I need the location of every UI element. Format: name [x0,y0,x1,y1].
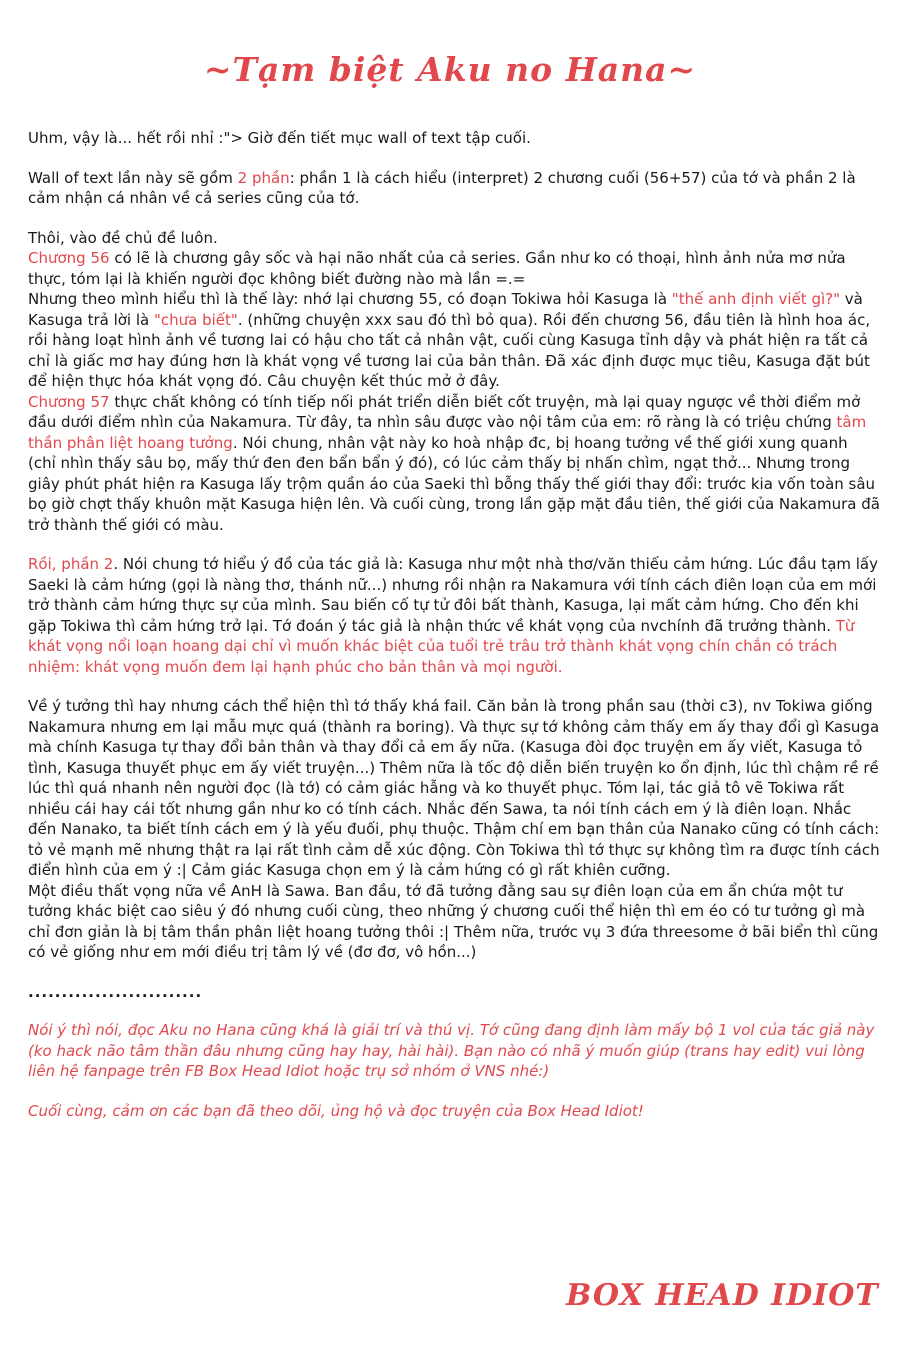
thanks-paragraph: Cuối cùng, cảm ơn các bạn đã theo dõi, ủng hộ và đọc truyện của Box Head Idiot! [28,1101,644,1120]
critique-section [28,696,880,963]
critique-tokiwa: Về ý tưởng thì hay nhưng cách thể hiện thì tớ thấy khá fail. Căn bản là trong phần sau (thời c3), nv Tokiwa giống Nakamura nhưng em lại mẫu mực quá (thành ra boring). Và thực sự tớ không cảm thấy em ấy thay đổi gì Kasuga mà chính Kasuga tự thay đổi bản thân và thay đổi cả em ấy nữa. (Kasuga đòi đọc truyện em ấy viết, Kasuga tỏ tình, Kasuga thuyết phục em ấy viết truyện...) Thêm nữa là tốc độ diễn biến truyện ko ổn định, lúc thì chậm rề rề lúc thì quá nhanh nên người đọc (là tớ) có cảm giác hẫng và ko thuyết phục. Tóm lại, tác giả tô vẽ Tokiwa rất nhiều cái hay cái tốt nhưng gần như ko có tính cách. Nhắc đến Sawa, ta nói tính cách em ý là điên loạn. Nhắc đến Nanako, ta biết tính cách em ý là yếu đuối, phụ thuộc. Thậm chí em bạn thân của Nanako cũng có tính cách: tỏ vẻ mạnh mẽ nhưng thật ra lại rất tình cảm dễ xúc động. Còn Tokiwa thì tớ thực sự không tìm ra được tính cách điển hình của em ý :| Cảm giác Kasuga chọn em ý là cảm hứng có gì rất khiên cưỡng. [28,697,880,879]
chapter-57-label: Chương 57 [28,392,110,411]
intro-line [28,128,880,149]
group-signature: BOX HEAD IDIOT [566,1278,879,1313]
highlight-two-parts: 2 phần [237,168,290,187]
text-run: thực chất không có tính tiếp nối phát triển diễn biết cốt truyện, mà lại quay ngược về thời điểm mở đầu dưới điểm nhìn của Nakamura. Từ đây, ta nhìn sâu được vào nội tâm của em: rõ ràng là có triệu chứng [28,392,861,431]
text-run: . Nói chung, nhân vật này ko hoà nhập đc, bị hoang tưởng về thế giới xung quanh (chỉ nhìn thấy sâu bọ, mấy thứ đen đen bẩn bẩn ý đó), có lúc cảm thấy bị nhấn chìm, ngạt thở... Nhưng trong giây phút phát hiện ra Kasuga lấy trộm quần áo của Saeki thì bỗng thấy thế giới thay đổi: trước kia vốn toàn sâu bọ giờ chợt thấy khuôn mặt Kasuga hiện lên. Và cuối cùng, trong lần gặp mặt đầu tiên, thế giới của Nakamura đã trở thành thế giới có màu. [28,433,880,534]
intro-paragraph [28,168,880,209]
page-title: ~Tạm biệt Aku no Hana~ [203,50,697,89]
part2-paragraph [28,554,880,677]
text-run: . (những chuyện xxx sau đó thì bỏ qua). Rồi đến chương 56, đầu tiên là hình hoa ác, rồi hàng loạt hình ảnh về tương lai có hậu cho tất cả nhân vật, cuối cùng Kasuga tỉnh dậy và phát hiện ra tất cả chỉ là giấc mơ hay đúng hơn là khát vọng về tương lai của bản thân. Đã xác định được mục tiêu, Kasuga đặt bút để hiện thực hóa khát vọng đó. Câu chuyện kết thúc mở ở đây. [28,310,871,390]
diagnosis-highlight: tâm thần phân liệt hoang tưởng [28,413,867,452]
article-body [28,128,880,1140]
part1-section [28,228,880,536]
quote-highlight: "thế anh định viết gì?" [671,290,840,308]
chapter-56-label: Chương 56 [28,249,110,267]
separator: .......................... [28,982,203,1001]
aspiration-highlight: Từ khát vọng nổi loạn hoang dại chỉ vì muốn khác biệt của tuổi trẻ trâu trở thành khát vọng chín chắn có trách nhiệm: khát vọng muốn đem lại hạnh phúc cho bản thân và mọi người. [28,616,855,676]
part1-intro: Thôi, vào đề chủ đề luôn. [28,228,218,247]
text-run: Nhưng theo mình hiểu thì là thế lày: nhớ lại chương 55, có đoạn Tokiwa hỏi Kasuga là [28,290,672,308]
text-run: Wall of text lần này sẽ gồm [28,168,238,187]
text-run: và Kasuga trả lời là [28,290,863,329]
closing-paragraph: Nói ý thì nói, đọc Aku no Hana cũng khá là giải trí và thú vị. Tớ cũng đang định làm mấy bộ 1 vol của tác giả này (ko hack não tâm thần đâu nhưng cũng hay hay, hài hài). Bạn nào có nhã ý muốn giúp (trans hay edit) vui lòng liên hệ fanpage trên FB Box Head Idiot hoặc trụ sở nhóm ở VNS nhé:) [28,1021,875,1080]
quote-highlight: "chưa biết" [153,310,238,329]
text-run: có lẽ là chương gây sốc và hại não nhất của cả series. Gần như ko có thoại, hình ảnh nửa mơ nửa thực, tóm lại là khiến người đọc không biết đường nào mà lần =.= [28,249,846,288]
part2-label: Rồi, phần 2 [28,555,114,573]
text-run: : phần 1 là cách hiểu (interpret) 2 chương cuối (56+57) của tớ và phần 2 là cảm nhận cá nhân về cả series cũng của tớ. [28,168,856,207]
text-run: . Nói chung tớ hiểu ý đồ của tác giả là: Kasuga như một nhà thơ/văn thiếu cảm hứng. Lúc đầu tạm lấy Saeki là cảm hứng (gọi là nàng thơ, thánh nữ...) nhưng rồi nhận ra Nakamura với tính cách điên loạn của em mới trở thành cảm hứng thực sự của mình. Sau biến cố tự tử đôi bất thành, Kasuga, lại mất cảm hứng. Cho đến khi gặp Tokiwa thì cảm hứng trở lại. Tớ đoán ý tác giả là nhận thức về khát vọng của nvchính đã trưởng thành. [28,555,878,635]
critique-sawa: Một điều thất vọng nữa về AnH là Sawa. Ban đầu, tớ đã tưởng đằng sau sự điên loạn của em ẩn chứa một tư tưởng khác biệt cao siêu ý đó nhưng cuối cùng, theo những ý chương cuối thể hiện thì em éo có tư tưởng gì mà chỉ đơn giản là bị tâm thần phân liệt hoang tưởng thôi :| Thêm nữa, trước vụ 3 đứa threesome ở bãi biển thì cũng có vẻ giống như em mới điều trị tâm lý về (đơ đơ, vô hồn...) [28,881,879,961]
intro-text: Uhm, vậy là... hết rồi nhỉ :"> Giờ đến tiết mục wall of text tập cuối. [28,129,531,147]
